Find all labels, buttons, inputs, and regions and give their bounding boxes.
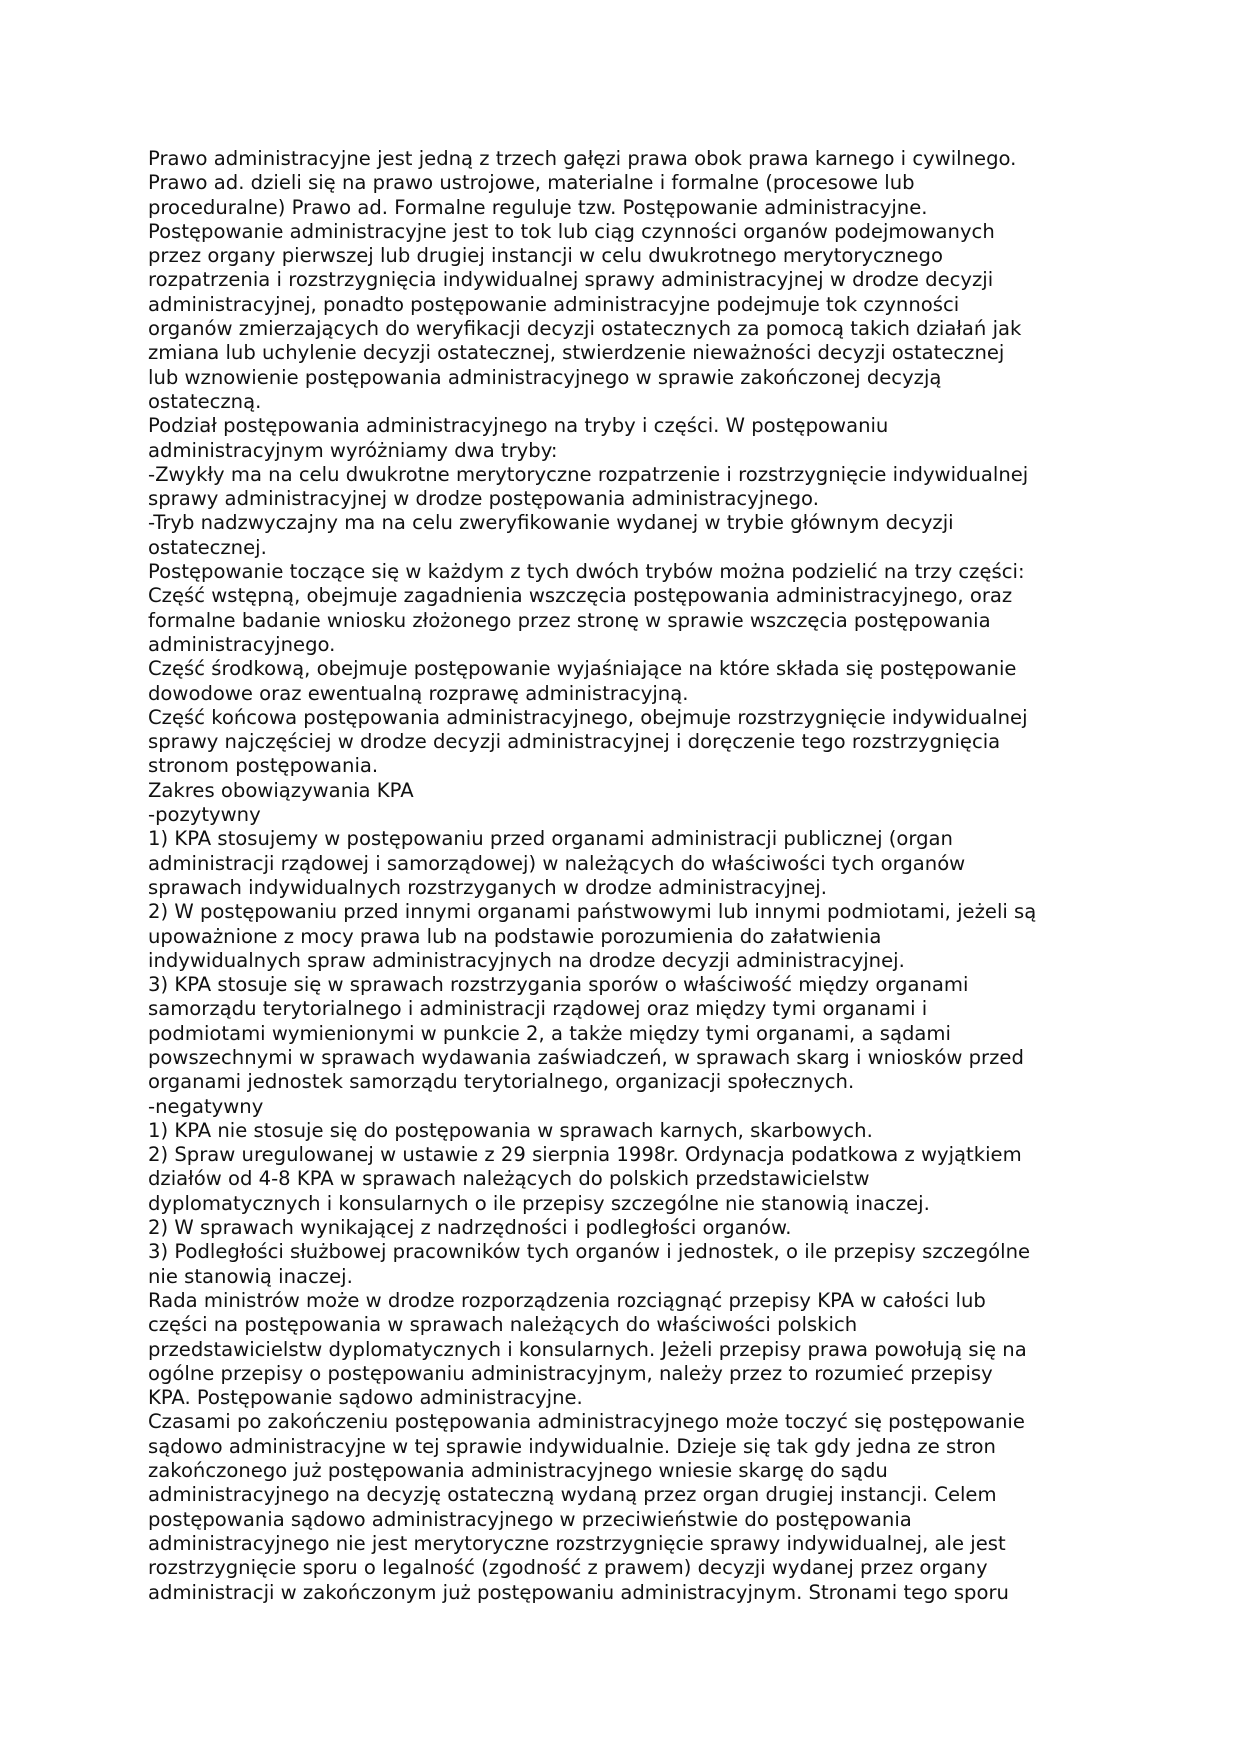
text-line: 1) KPA nie stosuje się do postępowania w sprawach karnych, skarbowych. — [148, 1118, 873, 1142]
text-line: administracyjnej, ponadto postępowanie administracyjne podejmuje tok czynności — [148, 292, 960, 316]
text-line: przedstawicielstw dyplomatycznych i konsularnych. Jeżeli przepisy prawa powołują się na — [148, 1337, 1027, 1361]
text-line: Prawo ad. dzieli się na prawo ustrojowe, materialne i formalne (procesowe lub — [148, 171, 915, 195]
text-line: powszechnymi w sprawach wydawania zaświadczeń, w sprawach skarg i wniosków przed — [148, 1045, 1024, 1069]
text-line: proceduralne) Prawo ad. Formalne reguluje tzw. Postępowanie administracyjne. — [148, 195, 928, 219]
text-line: -negatywny — [148, 1094, 264, 1118]
text-line: -pozytywny — [148, 803, 261, 827]
text-line: przez organy pierwszej lub drugiej instancji w celu dwukrotnego merytorycznego — [148, 244, 943, 268]
text-line: podmiotami wymienionymi w punkcie 2, a także między tymi organami, a sądami — [148, 1021, 951, 1045]
text-line: indywidualnych spraw administracyjnych na drodze decyzji administracyjnej. — [148, 948, 905, 972]
text-line: Czasami po zakończeniu postępowania administracyjnego może toczyć się postępowanie — [148, 1410, 1025, 1434]
text-line: Prawo administracyjne jest jedną z trzech gałęzi prawa obok prawa karnego i cywilnego. — [148, 147, 1017, 170]
text-line: części na postępowania w sprawach należących do właściwości polskich — [148, 1313, 858, 1337]
text-line: Część środkową, obejmuje postępowanie wyjaśniające na które składa się postępowanie — [148, 657, 1017, 681]
text-line: Część wstępną, obejmuje zagadnienia wszczęcia postępowania administracyjnego, oraz — [148, 584, 1013, 608]
text-line: Rada ministrów może w drodze rozporządzenia rozciągnąć przepisy KPA w całości lub — [148, 1288, 986, 1312]
text-line: rozpatrzenia i rozstrzygnięcia indywidualnej sprawy administracyjnej w drodze decyzji — [148, 268, 994, 292]
text-line: dowodowe oraz ewentualną rozprawę administracyjną. — [148, 681, 689, 705]
text-line: sprawach indywidualnych rozstrzyganych w drodze administracyjnej. — [148, 875, 827, 899]
text-line: -Tryb nadzwyczajny ma na celu zweryfikowanie wydanej w trybie głównym decyzji — [148, 511, 954, 535]
text-line: organów zmierzających do weryfikacji decyzji ostatecznych za pomocą takich działań jak — [148, 317, 1022, 341]
text-line: 3) KPA stosuje się w sprawach rozstrzygania sporów o właściwość między organami — [148, 973, 969, 997]
text-line: sprawy administracyjnej w drodze postępowania administracyjnego. — [148, 487, 819, 511]
text-line: administracji rządowej i samorządowej) w należących do właściwości tych organów — [148, 851, 966, 875]
text-line: Zakres obowiązywania KPA — [148, 778, 414, 802]
text-line: -Zwykły ma na celu dwukrotne merytoryczne rozpatrzenie i rozstrzygnięcie indywidualnej — [148, 462, 1029, 486]
text-line: działów od 4-8 KPA w sprawach należących do polskich przedstawicielstw — [148, 1167, 870, 1191]
text-line: administracyjnym wyróżniamy dwa tryby: — [148, 438, 558, 462]
text-line: 2) Spraw uregulowanej w ustawie z 29 sierpnia 1998r. Ordynacja podatkowa z wyjątkiem — [148, 1143, 1022, 1167]
text-line: zakończonego już postępowania administracyjnego wniesie skargę do sądu — [148, 1459, 888, 1483]
text-line: stronom postępowania. — [148, 754, 379, 778]
text-line: sądowo administracyjne w tej sprawie indywidualnie. Dzieje się tak gdy jedna ze stron — [148, 1434, 996, 1458]
text-line: 2) W sprawach wynikającej z nadrzędności i podległości organów. — [148, 1216, 792, 1240]
text-line: organami jednostek samorządu terytorialnego, organizacji społecznych. — [148, 1070, 855, 1094]
text-line: lub wznowienie postępowania administracyjnego w sprawie zakończonej decyzją — [148, 365, 942, 389]
text-line: administracji w zakończonym już postępowaniu administracyjnym. Stronami tego sporu — [148, 1580, 1009, 1604]
text-line: sprawy najczęściej w drodze decyzji administracyjnej i doręczenie tego rozstrzygnięcia — [148, 730, 1001, 754]
text-line: formalne badanie wniosku złożonego przez stronę w sprawie wszczęcia postępowania — [148, 608, 991, 632]
text-line: 1) KPA stosujemy w postępowaniu przed organami administracji publicznej (organ — [148, 827, 953, 851]
text-line: dyplomatycznych i konsularnych o ile przepisy szczególne nie stanowią inaczej. — [148, 1191, 930, 1215]
text-line: Podział postępowania administracyjnego na tryby i części. W postępowaniu — [148, 414, 889, 438]
text-line: zmiana lub uchylenie decyzji ostatecznej, stwierdzenie nieważności decyzji ostatecznej — [148, 341, 1005, 365]
text-line: administracyjnego. — [148, 632, 336, 656]
text-line: ogólne przepisy o postępowaniu administracyjnym, należy przez to rozumieć przepisy — [148, 1361, 993, 1385]
text-line: 3) Podległości służbowej pracowników tych organów i jednostek, o ile przepisy szczególne — [148, 1240, 1031, 1264]
text-line: samorządu terytorialnego i administracji rządowej oraz między tymi organami i — [148, 997, 928, 1021]
text-line: administracyjnego nie jest merytoryczne rozstrzygnięcie sprawy indywidualnej, ale jest — [148, 1531, 1006, 1555]
text-line: postępowania sądowo administracyjnego w przeciwieństwie do postępowania — [148, 1507, 912, 1531]
text-line: Postępowanie administracyjne jest to tok lub ciąg czynności organów podejmowanych — [148, 219, 995, 243]
text-line: nie stanowią inaczej. — [148, 1264, 353, 1288]
text-line: rozstrzygnięcie sporu o legalność (zgodność z prawem) decyzji wydanej przez organy — [148, 1556, 988, 1580]
text-line: upoważnione z mocy prawa lub na podstawie porozumienia do załatwienia — [148, 924, 882, 948]
text-line: administracyjnego na decyzję ostateczną wydaną przez organ drugiej instancji. Celem — [148, 1483, 997, 1507]
text-line: 2) W postępowaniu przed innymi organami państwowymi lub innymi podmiotami, jeżeli są — [148, 900, 1037, 924]
document-page — [148, 147, 1108, 1605]
text-line: Postępowanie toczące się w każdym z tych dwóch trybów można podzielić na trzy części: — [148, 560, 1025, 584]
text-line: Część końcowa postępowania administracyjnego, obejmuje rozstrzygnięcie indywidualnej — [148, 705, 1028, 729]
text-line: KPA. Postępowanie sądowo administracyjne. — [148, 1386, 583, 1410]
text-line: ostatecznej. — [148, 535, 267, 559]
text-line: ostateczną. — [148, 389, 262, 413]
